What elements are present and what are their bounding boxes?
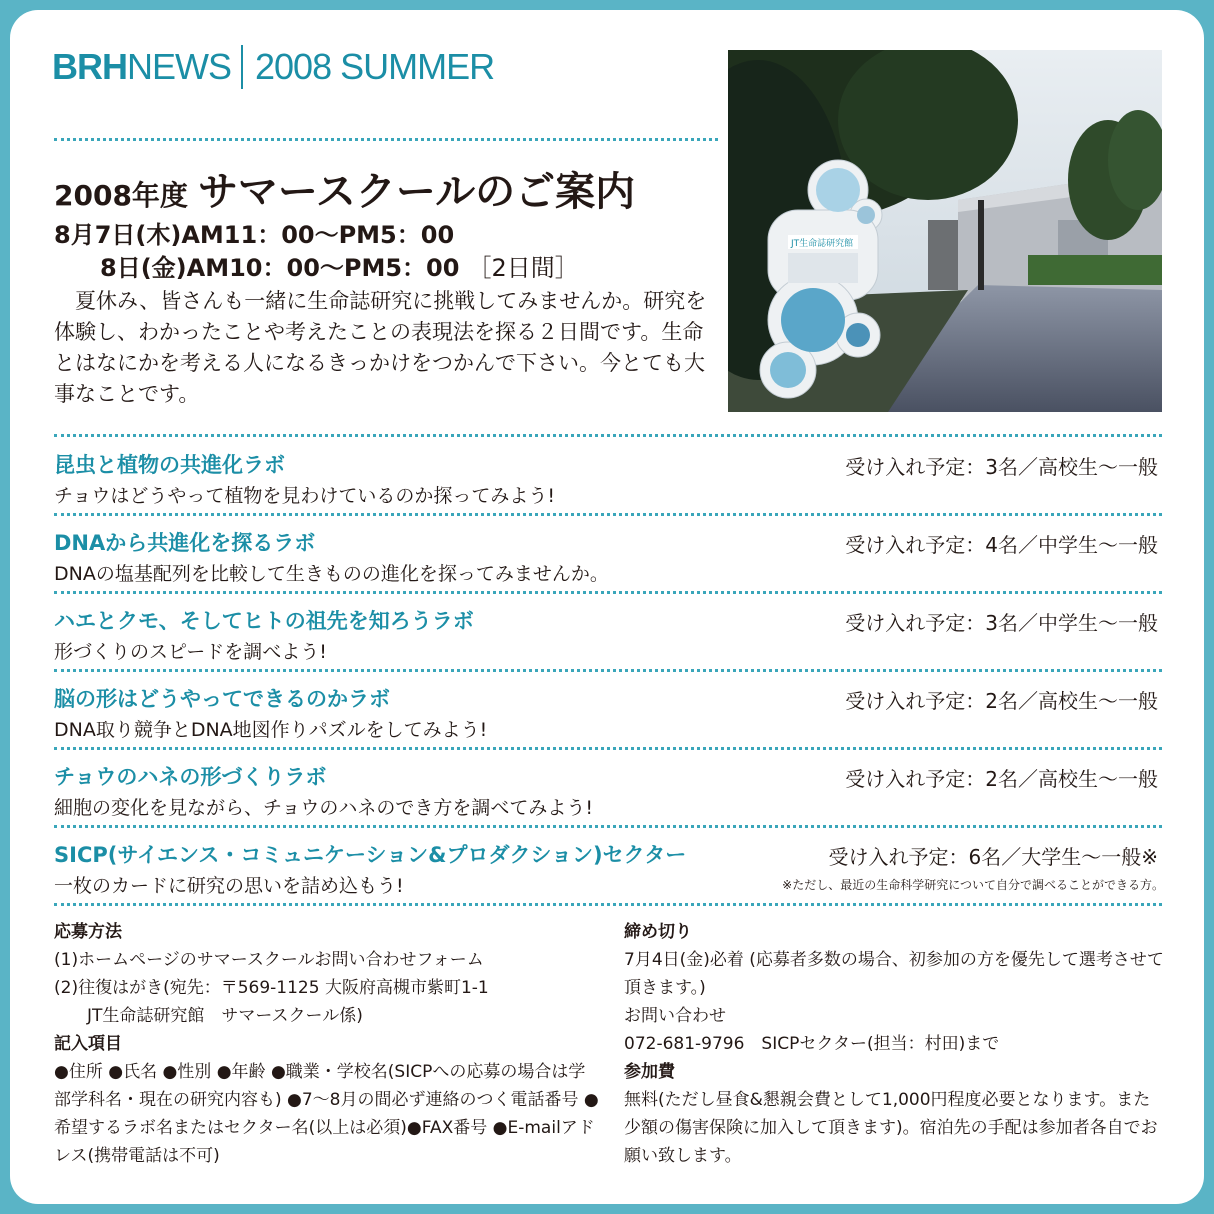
application-item-1: (1)ホームページのサマースクールお問い合わせフォーム [54, 950, 484, 970]
application-column [54, 918, 599, 1170]
masthead [52, 44, 494, 90]
masthead-news: NEWS [127, 46, 231, 87]
entry-text: ●住所 ●氏名 ●性別 ●年齢 ●職業・学校名(SICPへの応募の場合は学部学科名・現在の研究内容も) ●7～8月の間必ず連絡のつく電話番号 ●希望するラボ名またはセクター名(以上は必須)●FAX番号 ●E-mailアドレス(携帯電話は不可) [54, 1062, 599, 1166]
newsletter-page [10, 10, 1204, 1204]
lab-3-capacity: 受け入れ予定：3名／中学生～一般 [845, 611, 1158, 635]
fee-heading: 参加費 [624, 1062, 675, 1082]
divider-lab-1 [54, 513, 1162, 516]
lab-2-description: DNAの塩基配列を比較して生きものの進化を探ってみませんか。 [54, 563, 609, 585]
lab-5-capacity: 受け入れ予定：2名／高校生～一般 [845, 767, 1158, 791]
lab-6-title: SICP(サイエンス・コミュニケーション&プロダクション)セクター [54, 843, 687, 867]
deadline-heading: 締め切り [624, 922, 692, 942]
lab-6-note: ※ただし、最近の生命科学研究について自分で調べることができる方。 [782, 878, 1164, 892]
lab-6-capacity: 受け入れ予定：6名／大学生～一般※ [828, 845, 1158, 869]
lab-2-capacity: 受け入れ予定：4名／中学生～一般 [845, 533, 1158, 557]
entry-heading: 記入項目 [54, 1034, 122, 1054]
application-item-2: (2)往復はがき(宛先：〒569-1125 大阪府高槻市紫町1-1 [54, 978, 489, 998]
date-duration: ［2日間］ [467, 254, 579, 282]
date-day2 [100, 248, 579, 283]
institute-photo [728, 50, 1162, 412]
divider-top [54, 138, 718, 141]
divider-lab-3 [54, 669, 1162, 672]
title-year: 2008年度 [54, 179, 188, 212]
lab-1-description: チョウはどうやって植物を見わけているのか探ってみよう! [54, 485, 556, 507]
lab-3-title: ハエとクモ、そしてヒトの祖先を知ろうラボ [54, 609, 474, 633]
divider-lab-2 [54, 591, 1162, 594]
masthead-divider [241, 45, 243, 89]
divider-labs-top [54, 434, 1162, 437]
lab-5-title: チョウのハネの形づくりラボ [54, 765, 327, 789]
photo-illustration [728, 50, 1162, 412]
lab-6-description: 一枚のカードに研究の思いを詰め込もう! [54, 875, 404, 897]
divider-lab-4 [54, 747, 1162, 750]
intro-paragraph: 夏休み、皆さんも一緒に生命誌研究に挑戦してみませんか。研究を体験し、わかったことや考えたことの表現法を探る２日間です。生命とはなにかを考える人になるきっかけをつかんで下さい。今とても大事なことです。 [54, 289, 707, 406]
deadline-text: 7月4日(金)必着 (応募者多数の場合、初参加の方を優先して選考させて頂きます。) [624, 950, 1164, 998]
divider-lab-5 [54, 825, 1162, 828]
lab-1-capacity: 受け入れ予定：3名／高校生～一般 [845, 455, 1158, 479]
sign-text: JT生命誌研究館 [791, 239, 854, 249]
info-column [624, 918, 1164, 1170]
date-day2-time: 8日(金)AM10：00～PM5：00 [100, 254, 460, 282]
contact-heading: お問い合わせ [624, 1006, 726, 1026]
title-main: サマースクールのご案内 [197, 169, 636, 215]
lab-4-capacity: 受け入れ予定：2名／高校生～一般 [845, 689, 1158, 713]
masthead-brh: BRH [52, 46, 127, 87]
masthead-edition: 2008 SUMMER [255, 46, 495, 87]
lab-2-title: DNAから共進化を探るラボ [54, 531, 316, 555]
date-day1: 8月7日(木)AM11：00～PM5：00 [54, 221, 455, 249]
page-title [54, 160, 635, 217]
divider-labs-bottom [54, 903, 1162, 906]
contact-text: 072-681-9796 SICPセクター(担当：村田)まで [624, 1034, 1000, 1054]
lab-4-title: 脳の形はどうやってできるのかラボ [54, 687, 390, 711]
lab-1-title: 昆虫と植物の共進化ラボ [54, 453, 285, 477]
lab-3-description: 形づくりのスピードを調べよう! [54, 641, 327, 663]
lab-4-description: DNA取り競争とDNA地図作りパズルをしてみよう! [54, 719, 488, 741]
application-heading: 応募方法 [54, 922, 122, 942]
lab-5-description: 細胞の変化を見ながら、チョウのハネのでき方を調べてみよう! [54, 797, 594, 819]
fee-text: 無料(ただし昼食&懇親会費として1,000円程度必要となります。また少額の傷害保険に加入して頂きます)。宿泊先の手配は参加者各自でお願い致します。 [624, 1090, 1158, 1166]
application-item-2-address: JT生命誌研究館 サマースクール係) [87, 1006, 363, 1026]
